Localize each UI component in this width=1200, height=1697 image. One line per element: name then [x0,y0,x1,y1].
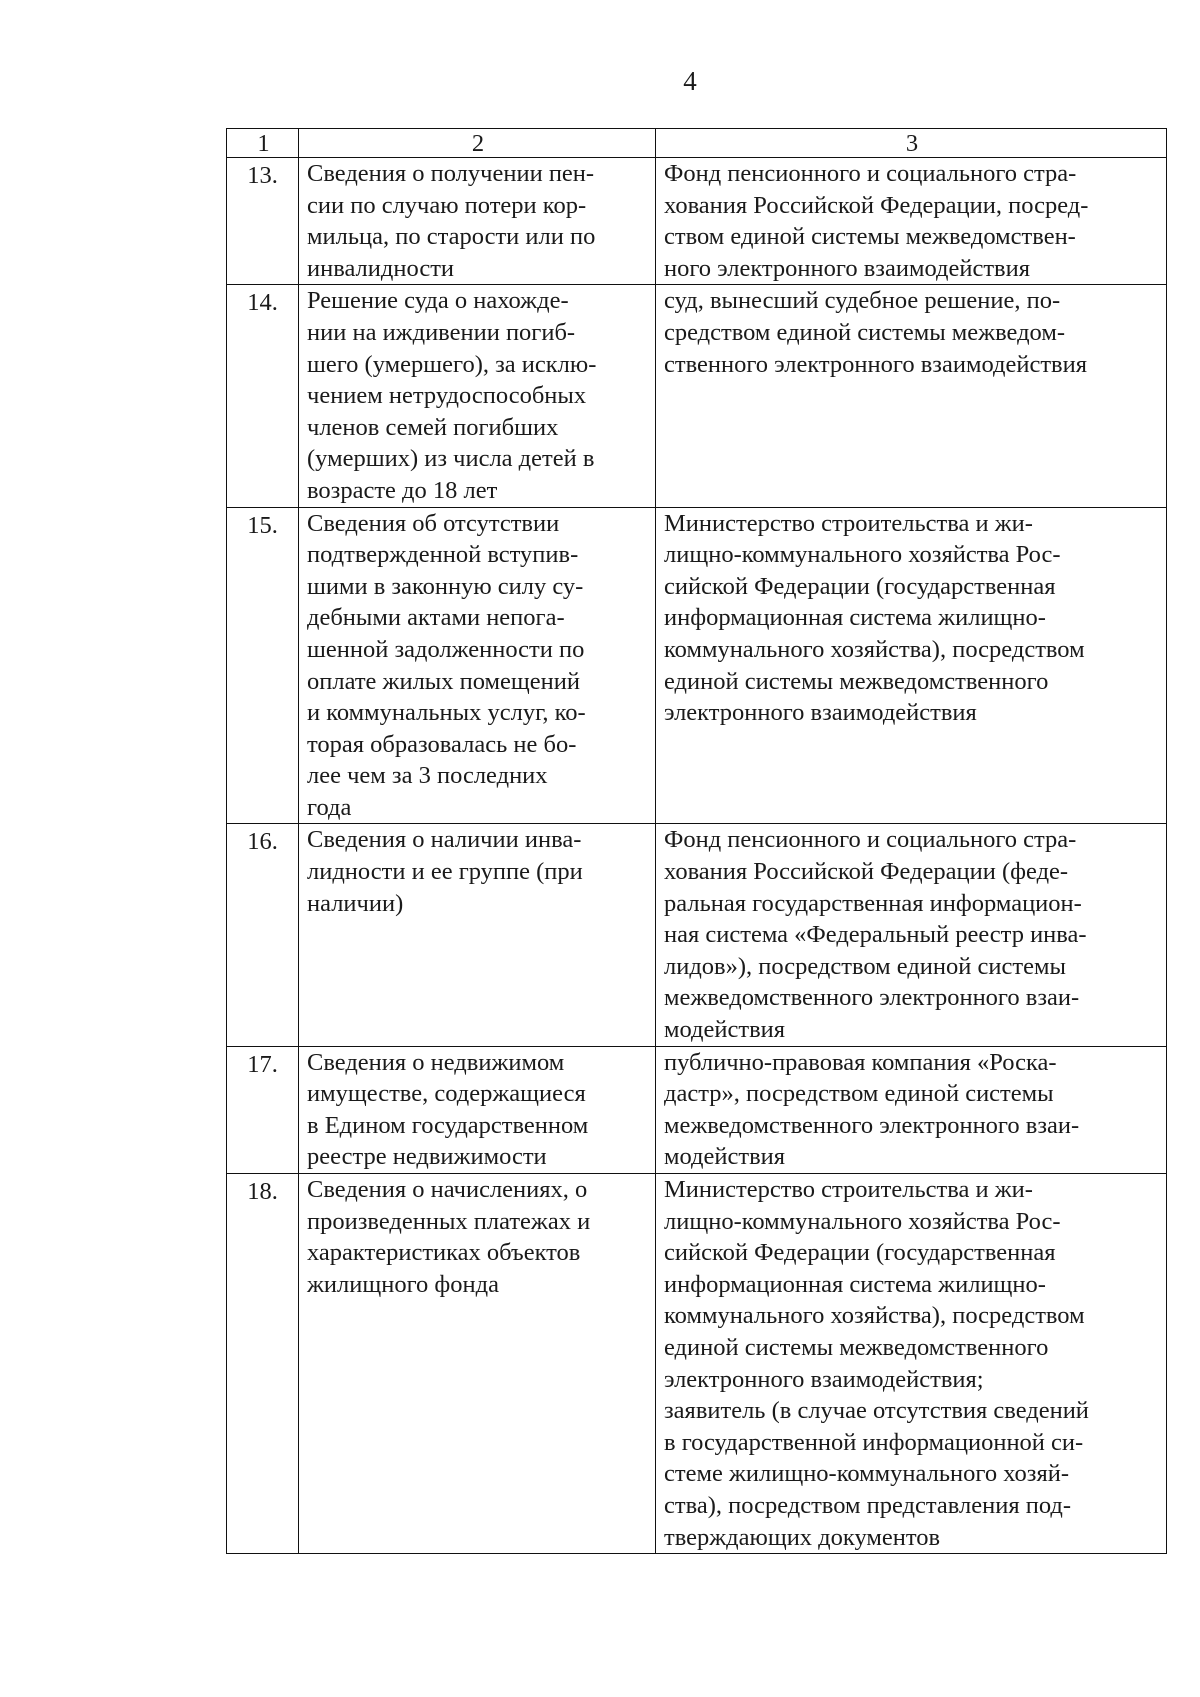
row-information: Решение суда о нахожде- нии на иждивении погиб- шего (умершего), за исклю- чением нетрудоспособных членов семей погибших (умерших) из числа детей в возрасте до 18 лет [299,285,656,507]
table-row [227,1174,1167,1554]
page-number: 4 [683,66,697,96]
row-number: 15. [227,507,299,824]
row-source: публично-правовая компания «Роска- дастр», посредством единой системы межведомственного электронного взаи- модействия [656,1046,1167,1173]
row-source: Министерство строительства и жи- лищно-коммунального хозяйства Рос- сийской Федерации (государственная информационная система жилищно- коммунального хозяйства), посредством единой системы межведомственного электронного взаимодействия [656,507,1167,824]
table-row [227,285,1167,507]
row-information: Сведения о получении пен- сии по случаю потери кор- мильца, по старости или по инвалидности [299,158,656,285]
table-row [227,507,1167,824]
row-source: суд, вынесший судебное решение, по- средством единой системы межведом- ственного электронного взаимодействия [656,285,1167,507]
row-number: 16. [227,824,299,1046]
row-number: 17. [227,1046,299,1173]
row-source: Фонд пенсионного и социального стра- хования Российской Федерации, посред- ством единой системы межведомствен- ного электронного взаимодействия [656,158,1167,285]
column-header-information: 2 [299,129,656,158]
column-header-number: 1 [227,129,299,158]
table-row [227,158,1167,285]
row-source: Фонд пенсионного и социального стра- хования Российской Федерации (феде- ральная государственная информацион- ная система «Федеральный реестр инва- лидов»), посредством единой системы межведомственного электронного взаи- модействия [656,824,1167,1046]
table-row [227,824,1167,1046]
documents-table [226,128,1167,1554]
row-information: Сведения о наличии инва- лидности и ее группе (при наличии) [299,824,656,1046]
row-number: 13. [227,158,299,285]
row-information: Сведения о недвижимом имуществе, содержащиеся в Едином государственном реестре недвижимости [299,1046,656,1173]
row-number: 18. [227,1174,299,1554]
table-row [227,1046,1167,1173]
table-header-row [227,129,1167,158]
row-information: Сведения об отсутствии подтвержденной вступив- шими в законную силу су- дебными актами непога- шенной задолженности по оплате жилых помещений и коммунальных услуг, ко- торая образовалась не бо- лее чем за 3 последних года [299,507,656,824]
row-number: 14. [227,285,299,507]
row-source: Министерство строительства и жи- лищно-коммунального хозяйства Рос- сийской Федерации (государственная информационная система жилищно- коммунального хозяйства), посредством единой системы межведомственного электронного взаимодействия; заявитель (в случае отсутствия сведений в государственной информационной си- стеме жилищно-коммунального хозяй- ства), посредством представления под- тверждающих документов [656,1174,1167,1554]
row-information: Сведения о начислениях, о произведенных платежах и характеристиках объектов жилищного фонда [299,1174,656,1554]
column-header-source: 3 [656,129,1167,158]
